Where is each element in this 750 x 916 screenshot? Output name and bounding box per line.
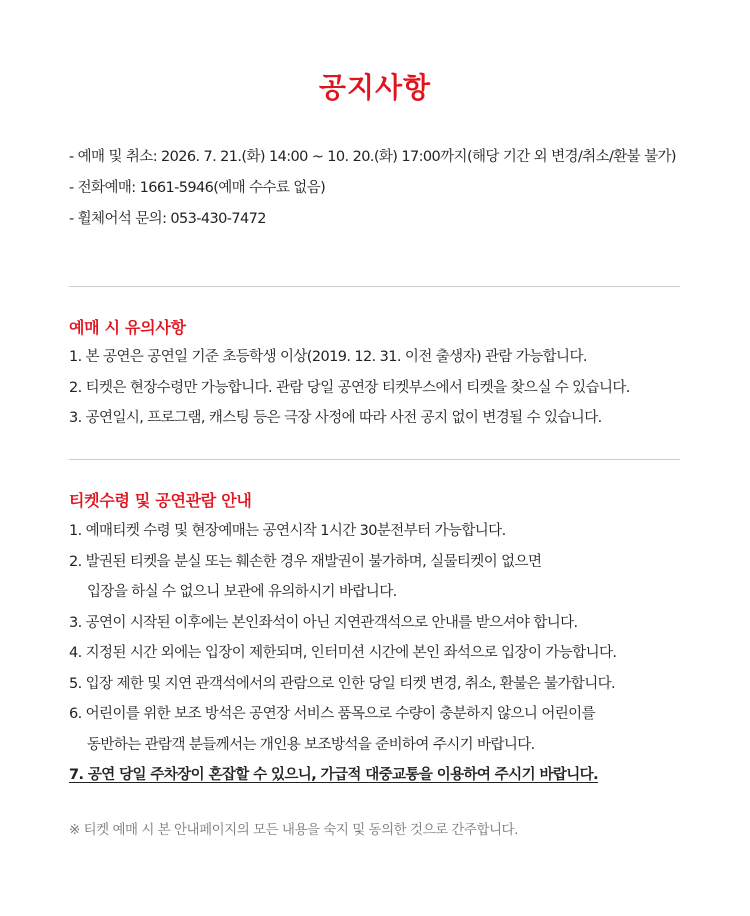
divider [69, 286, 680, 287]
booking-info-list [69, 142, 709, 235]
list-item [69, 608, 699, 639]
list-item-emphasized [69, 760, 699, 791]
wheelchair-inquiry: - 휠체어석 문의: 053-430-7472 [69, 211, 266, 227]
list-item-text: 1. 예매티켓 수령 및 현장예매는 공연시작 1시간 30분전부터 가능합니다. [69, 523, 506, 539]
page-title: 공지사항 [318, 71, 432, 104]
list-item-text: 3. 공연이 시작된 이후에는 본인좌석이 아닌 지연관객석으로 안내를 받으셔야 합니다. [69, 614, 578, 631]
list-item [69, 516, 699, 547]
section-title-ticket-guide: 티켓수령 및 공연관람 안내 [69, 491, 252, 510]
list-item-continuation: 입장을 하실 수 없으니 보관에 유의하시기 바랍니다. [87, 584, 397, 600]
list-item-text: 5. 입장 제한 및 지연 관객석에서의 관람으로 인한 당일 티켓 변경, 취소, 환불은 불가합니다. [69, 675, 616, 692]
phone-booking: - 전화예매: 1661-5946(예매 수수료 없음) [69, 180, 326, 196]
list-item: 3. 공연일시, 프로그램, 캐스팅 등은 극장 사정에 따라 사전 공지 없이 변경될 수 있습니다. [69, 410, 602, 426]
footnote: ※ 티켓 예매 시 본 안내페이지의 모든 내용을 숙지 및 동의한 것으로 간주합니다. [69, 822, 518, 838]
list-item: 1. 본 공연은 공연일 기준 초등학생 이상(2019. 12. 31. 이전 출생자) 관람 가능합니다. [69, 349, 587, 365]
list-item-text: 4. 지정된 시간 외에는 입장이 제한되며, 인터미션 시간에 본인 좌석으로 입장이 가능합니다. [69, 645, 617, 661]
list-item [69, 547, 699, 608]
list-item-text: 6. 어린이를 위한 보조 방석은 공연장 서비스 품목으로 수량이 충분하지 않으니 어린이를 [69, 706, 595, 722]
list-item [69, 699, 699, 760]
section-title-booking-notes: 예매 시 유의사항 [69, 318, 186, 337]
list-item-continuation: 동반하는 관람객 분들께서는 개인용 보조방석을 준비하여 주시기 바랍니다. [87, 736, 535, 753]
divider [69, 459, 680, 460]
ticket-guide-list [69, 516, 699, 791]
list-item-text: 2. 발권된 티켓을 분실 또는 훼손한 경우 재발권이 불가하며, 실물티켓이 없으면 [69, 553, 542, 570]
booking-period: - 예매 및 취소: 2026. 7. 21.(화) 14:00 ~ 10. 20.(화) 17:00까지(해당 기간 외 변경/취소/환불 불가) [69, 149, 676, 165]
list-item [69, 638, 699, 669]
parking-notice: 7. 공연 당일 주차장이 혼잡할 수 있으니, 가급적 대중교통을 이용하여 주시기 바랍니다. [69, 767, 598, 783]
list-item [69, 669, 699, 700]
booking-notes-list [69, 342, 699, 434]
list-item: 2. 티켓은 현장수령만 가능합니다. 관람 당일 공연장 티켓부스에서 티켓을 찾으실 수 있습니다. [69, 379, 630, 396]
